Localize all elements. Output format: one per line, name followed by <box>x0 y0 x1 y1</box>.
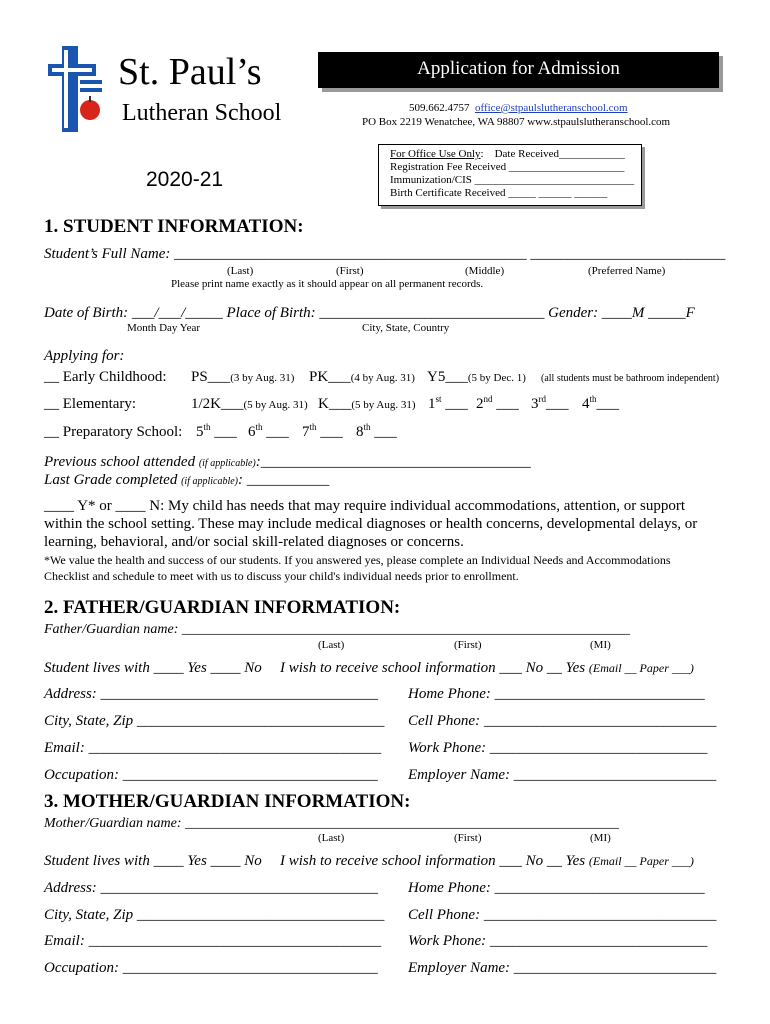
sub-first: (First) <box>336 265 364 277</box>
previous-school-field[interactable]: Previous school attended (if applicable):____________________________________ <box>44 454 531 470</box>
k-option[interactable]: K___(5 by Aug. 31) <box>318 396 416 412</box>
school-address: PO Box 2219 Wenatchee, WA 98807 www.stpaulslutheranschool.com <box>362 116 671 128</box>
mother-name-field[interactable]: Mother/Guardian name: ______________________________________________________________ <box>44 816 620 831</box>
grade-5-option[interactable]: 5th ___ <box>196 422 237 440</box>
office-label: For Office Use Only <box>390 148 481 160</box>
banner-title: Application for Admission <box>417 58 620 79</box>
needs-line-2: within the school setting. These may include medical diagnoses or health concerns, developmental delays, or <box>44 516 698 532</box>
mother-cell-phone-field[interactable]: Cell Phone: _______________________________ <box>408 907 717 923</box>
office-immun: Immunization/CIS _____________________________ <box>390 174 635 186</box>
office-birth: Birth Certificate Received _____ ______ ______ <box>390 187 608 199</box>
grade-2-option[interactable]: 2nd ___ <box>476 394 519 412</box>
office-date: Date Received____________ <box>494 148 626 160</box>
father-wish-info[interactable]: I wish to receive school information ___ No __ Yes (Email __ Paper ___) <box>280 660 694 676</box>
father-address-field[interactable]: Address: _____________________________________ <box>44 686 379 702</box>
dob-sub: Month Day Year <box>127 322 201 334</box>
grade-8-option[interactable]: 8th ___ <box>356 422 397 440</box>
applying-label: Applying for: <box>44 348 125 364</box>
father-lives-with[interactable]: Student lives with ____ Yes ____ No <box>44 660 262 676</box>
grade-4-option[interactable]: 4th___ <box>582 394 620 412</box>
mother-sub-first: (First) <box>454 832 482 844</box>
needs-line-1[interactable]: ____ Y* or ____ N: My child has needs that may require individual accommodations, attention, or support <box>44 498 685 514</box>
cross-apple-icon <box>44 44 106 136</box>
father-city-field[interactable]: City, State, Zip _________________________________ <box>44 713 385 729</box>
father-name-field[interactable]: Father/Guardian name: ________________________________________________________________ <box>44 622 630 637</box>
sub-last: (Last) <box>227 265 254 277</box>
preparatory-option[interactable]: __ Preparatory School: <box>44 424 183 440</box>
needs-note-2: Checklist and schedule to meet with us to discuss your child's individual needs prior to enrollment. <box>44 569 519 583</box>
student-full-name-field[interactable]: Student’s Full Name: _______________________________________________ __________________________ <box>44 246 726 262</box>
dob-line[interactable]: Date of Birth: ___/___/_____ Place of Birth: ______________________________ Gender: ____M _____F <box>44 305 695 321</box>
contact-line <box>409 102 628 114</box>
early-childhood-option[interactable]: __ Early Childhood: <box>44 369 167 385</box>
father-cell-phone-field[interactable]: Cell Phone: _______________________________ <box>408 713 717 729</box>
father-employer-field[interactable]: Employer Name: ___________________________ <box>408 767 717 783</box>
school-name: St. Paul’s <box>118 51 262 93</box>
sub-preferred: (Preferred Name) <box>588 265 666 277</box>
banner <box>318 52 719 88</box>
mother-sub-mi: (MI) <box>590 832 611 844</box>
mother-work-phone-field[interactable]: Work Phone: _____________________________ <box>408 933 708 949</box>
name-note: Please print name exactly as it should appear on all permanent records. <box>171 278 484 290</box>
father-home-phone-field[interactable]: Home Phone: ____________________________ <box>408 686 705 702</box>
pk-option[interactable]: PK___(4 by Aug. 31) <box>309 369 415 385</box>
office-fee: Registration Fee Received _____________________ <box>390 161 625 173</box>
mother-sub-last: (Last) <box>318 832 345 844</box>
father-occupation-field[interactable]: Occupation: __________________________________ <box>44 767 378 783</box>
grade-6-option[interactable]: 6th ___ <box>248 422 289 440</box>
father-sub-mi: (MI) <box>590 639 611 651</box>
school-logo <box>44 44 106 136</box>
father-heading: 2. FATHER/GUARDIAN INFORMATION: <box>44 597 401 618</box>
school-email-link[interactable]: office@stpaulslutheranschool.com <box>475 102 628 114</box>
mother-city-field[interactable]: City, State, Zip _________________________________ <box>44 907 385 923</box>
student-heading: 1. STUDENT INFORMATION: <box>44 216 304 237</box>
mother-occupation-field[interactable]: Occupation: __________________________________ <box>44 960 378 976</box>
father-sub-last: (Last) <box>318 639 345 651</box>
grade-7-option[interactable]: 7th ___ <box>302 422 343 440</box>
office-row-date: For Office Use Only: Date Received____________ <box>390 148 626 160</box>
school-year: 2020-21 <box>146 168 224 191</box>
sub-middle: (Middle) <box>465 265 505 277</box>
mother-lives-with[interactable]: Student lives with ____ Yes ____ No <box>44 853 262 869</box>
half-k-option[interactable]: 1/2K___(5 by Aug. 31) <box>191 396 308 412</box>
mother-wish-info[interactable]: I wish to receive school information ___ No __ Yes (Email __ Paper ___) <box>280 853 694 869</box>
grade-3-option[interactable]: 3rd___ <box>531 394 569 412</box>
last-grade-field[interactable]: Last Grade completed (if applicable): ___________ <box>44 472 330 488</box>
ps-option[interactable]: PS___(3 by Aug. 31) <box>191 369 295 385</box>
needs-note-1: *We value the health and success of our students. If you answered yes, please complete an Individual Needs and Accommodations <box>44 553 671 567</box>
mother-heading: 3. MOTHER/GUARDIAN INFORMATION: <box>44 791 411 812</box>
mother-email-field[interactable]: Email: _______________________________________ <box>44 933 382 949</box>
elementary-option[interactable]: __ Elementary: <box>44 396 137 412</box>
father-email-field[interactable]: Email: _______________________________________ <box>44 740 382 756</box>
place-sub: City, State, Country <box>362 322 450 334</box>
school-phone: 509.662.4757 <box>409 102 470 114</box>
school-subname: Lutheran School <box>122 100 282 126</box>
father-work-phone-field[interactable]: Work Phone: _____________________________ <box>408 740 708 756</box>
father-sub-first: (First) <box>454 639 482 651</box>
grade-1-option[interactable]: 1st ___ <box>428 394 468 412</box>
needs-line-3: learning, behavioral, and/or social skill-related diagnoses or concerns. <box>44 534 464 550</box>
mother-address-field[interactable]: Address: _____________________________________ <box>44 880 379 896</box>
bathroom-note: (all students must be bathroom independent) <box>541 373 720 384</box>
y5-option[interactable]: Y5___(5 by Dec. 1) <box>427 369 526 385</box>
office-box <box>378 144 642 206</box>
mother-employer-field[interactable]: Employer Name: ___________________________ <box>408 960 717 976</box>
mother-home-phone-field[interactable]: Home Phone: ____________________________ <box>408 880 705 896</box>
